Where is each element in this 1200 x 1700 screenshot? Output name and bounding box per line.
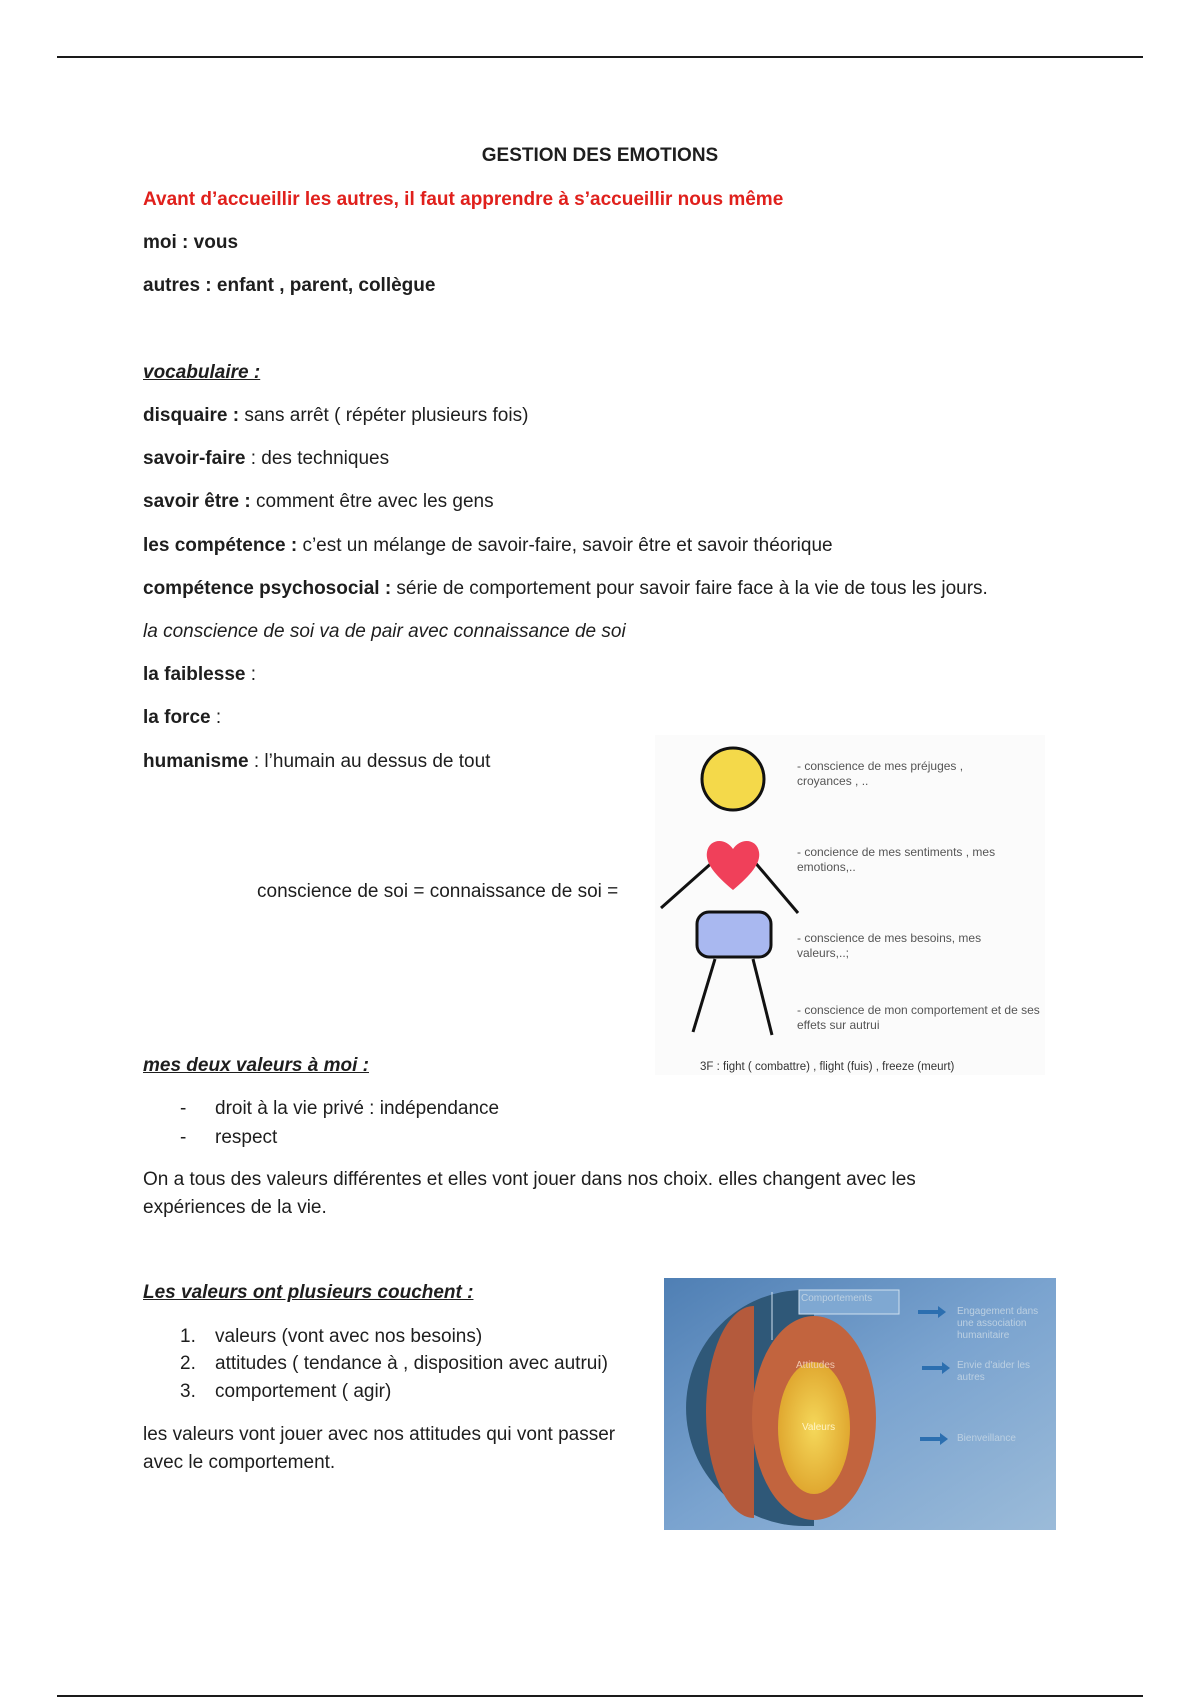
faiblesse-line [143,663,256,687]
photo-label-right: Bienveillance [957,1433,1016,1444]
top-rule [57,56,1143,58]
head-icon [702,748,764,810]
faiblesse-term: la faiblesse [143,664,246,685]
force-term: la force [143,707,211,728]
vocab-term: savoir-faire [143,448,246,469]
list-item [180,1380,392,1404]
vocab-term: compétence psychosocial : [143,578,392,599]
list-item [180,1126,278,1150]
three-f-caption: 3F : fight ( combattre) , flight (fuis) , freeze (meurt) [700,1061,955,1073]
vocab-item [143,490,494,514]
values-globe-photo [664,1278,1056,1530]
layers-heading: Les valeurs ont plusieurs couchent : [143,1282,474,1303]
force-line [143,706,221,730]
right-arm [753,860,798,913]
vocab-def: : des techniques [245,448,390,469]
values-paragraph-line: expériences de la vie. [143,1197,327,1218]
belly-icon [697,912,771,957]
figure-label-belly: - conscience de mes besoins, mes valeurs,..; [797,931,982,960]
values-heading: mes deux valeurs à moi : [143,1055,369,1076]
intro-statement: Avant d’accueillir les autres, il faut apprendre à s’accueillir nous même [143,189,784,210]
photo-label-behaviour: Comportements [801,1293,873,1304]
vocab-term: savoir être : [143,491,251,512]
vocab-heading: vocabulaire : [143,362,261,383]
autres-line: autres : enfant , parent, collègue [143,275,436,296]
italic-note: la conscience de soi va de pair avec connaissance de soi [143,621,626,642]
left-arm [661,860,715,908]
vocab-item [143,447,389,471]
figure-label-legs: - conscience de mon comportement et de ses effets sur autrui [797,1003,1040,1032]
list-item [180,1325,483,1349]
list-number: 1. [180,1326,196,1347]
vocab-term: disquaire : [143,405,240,426]
list-item-text: comportement ( agir) [215,1381,392,1402]
list-item-text: respect [215,1127,278,1148]
list-item-text: droit à la vie privé : indépendance [215,1098,500,1119]
list-item [180,1352,608,1376]
page-title: GESTION DES EMOTIONS [481,145,719,166]
self-awareness-figure [655,735,1045,1075]
figure-label-head: - conscience de mes préjuges , croyances , .. [797,759,964,788]
heart-icon [707,841,760,890]
list-item-text: attitudes ( tendance à , disposition avec autrui) [215,1353,608,1374]
vocab-term: les compétence : [143,535,298,556]
photo-label-values: Valeurs [802,1422,836,1433]
photo-label-attitudes: Attitudes [796,1360,835,1371]
humanisme-term: humanisme [143,751,249,772]
vocab-def: sans arrêt ( répéter plusieurs fois) [239,405,529,426]
left-leg [693,959,715,1032]
vocab-def: comment être avec les gens [250,491,494,512]
values-paragraph-line: On a tous des valeurs différentes et elles vont jouer dans nos choix. elles changent avec les [143,1169,916,1190]
layers-paragraph-line: les valeurs vont jouer avec nos attitudes qui vont passer [143,1424,616,1445]
moi-line: moi : vous [143,232,239,253]
vocab-item [143,534,833,558]
figure-label-heart: - concience de mes sentiments , mes emotions,.. [797,845,996,874]
humanisme-line [143,750,490,774]
list-number: 2. [180,1353,196,1374]
photo-label-right: Engagement dans une association humanitaire [957,1306,1039,1341]
list-item-text: valeurs (vont avec nos besoins) [215,1326,483,1347]
vocab-def: c’est un mélange de savoir-faire, savoir être et savoir théorique [297,535,833,556]
vocab-item [143,577,988,601]
photo-label-right: Envie d'aider les autres [957,1360,1031,1383]
faiblesse-def: : [245,664,257,685]
bottom-rule [57,1695,1143,1697]
humanisme-def: : l’humain au dessus de tout [248,751,491,772]
layers-paragraph-line: avec le comportement. [143,1452,336,1473]
vocab-item [143,404,528,428]
right-leg [753,959,772,1035]
vocab-def: série de comportement pour savoir faire face à la vie de tous les jours. [391,578,988,599]
self-awareness-equation: conscience de soi = connaissance de soi = [257,881,619,902]
list-item [180,1097,500,1121]
force-def: : [210,707,222,728]
bullet-dash: - [180,1127,187,1148]
bullet-dash: - [180,1098,187,1119]
list-number: 3. [180,1381,196,1402]
